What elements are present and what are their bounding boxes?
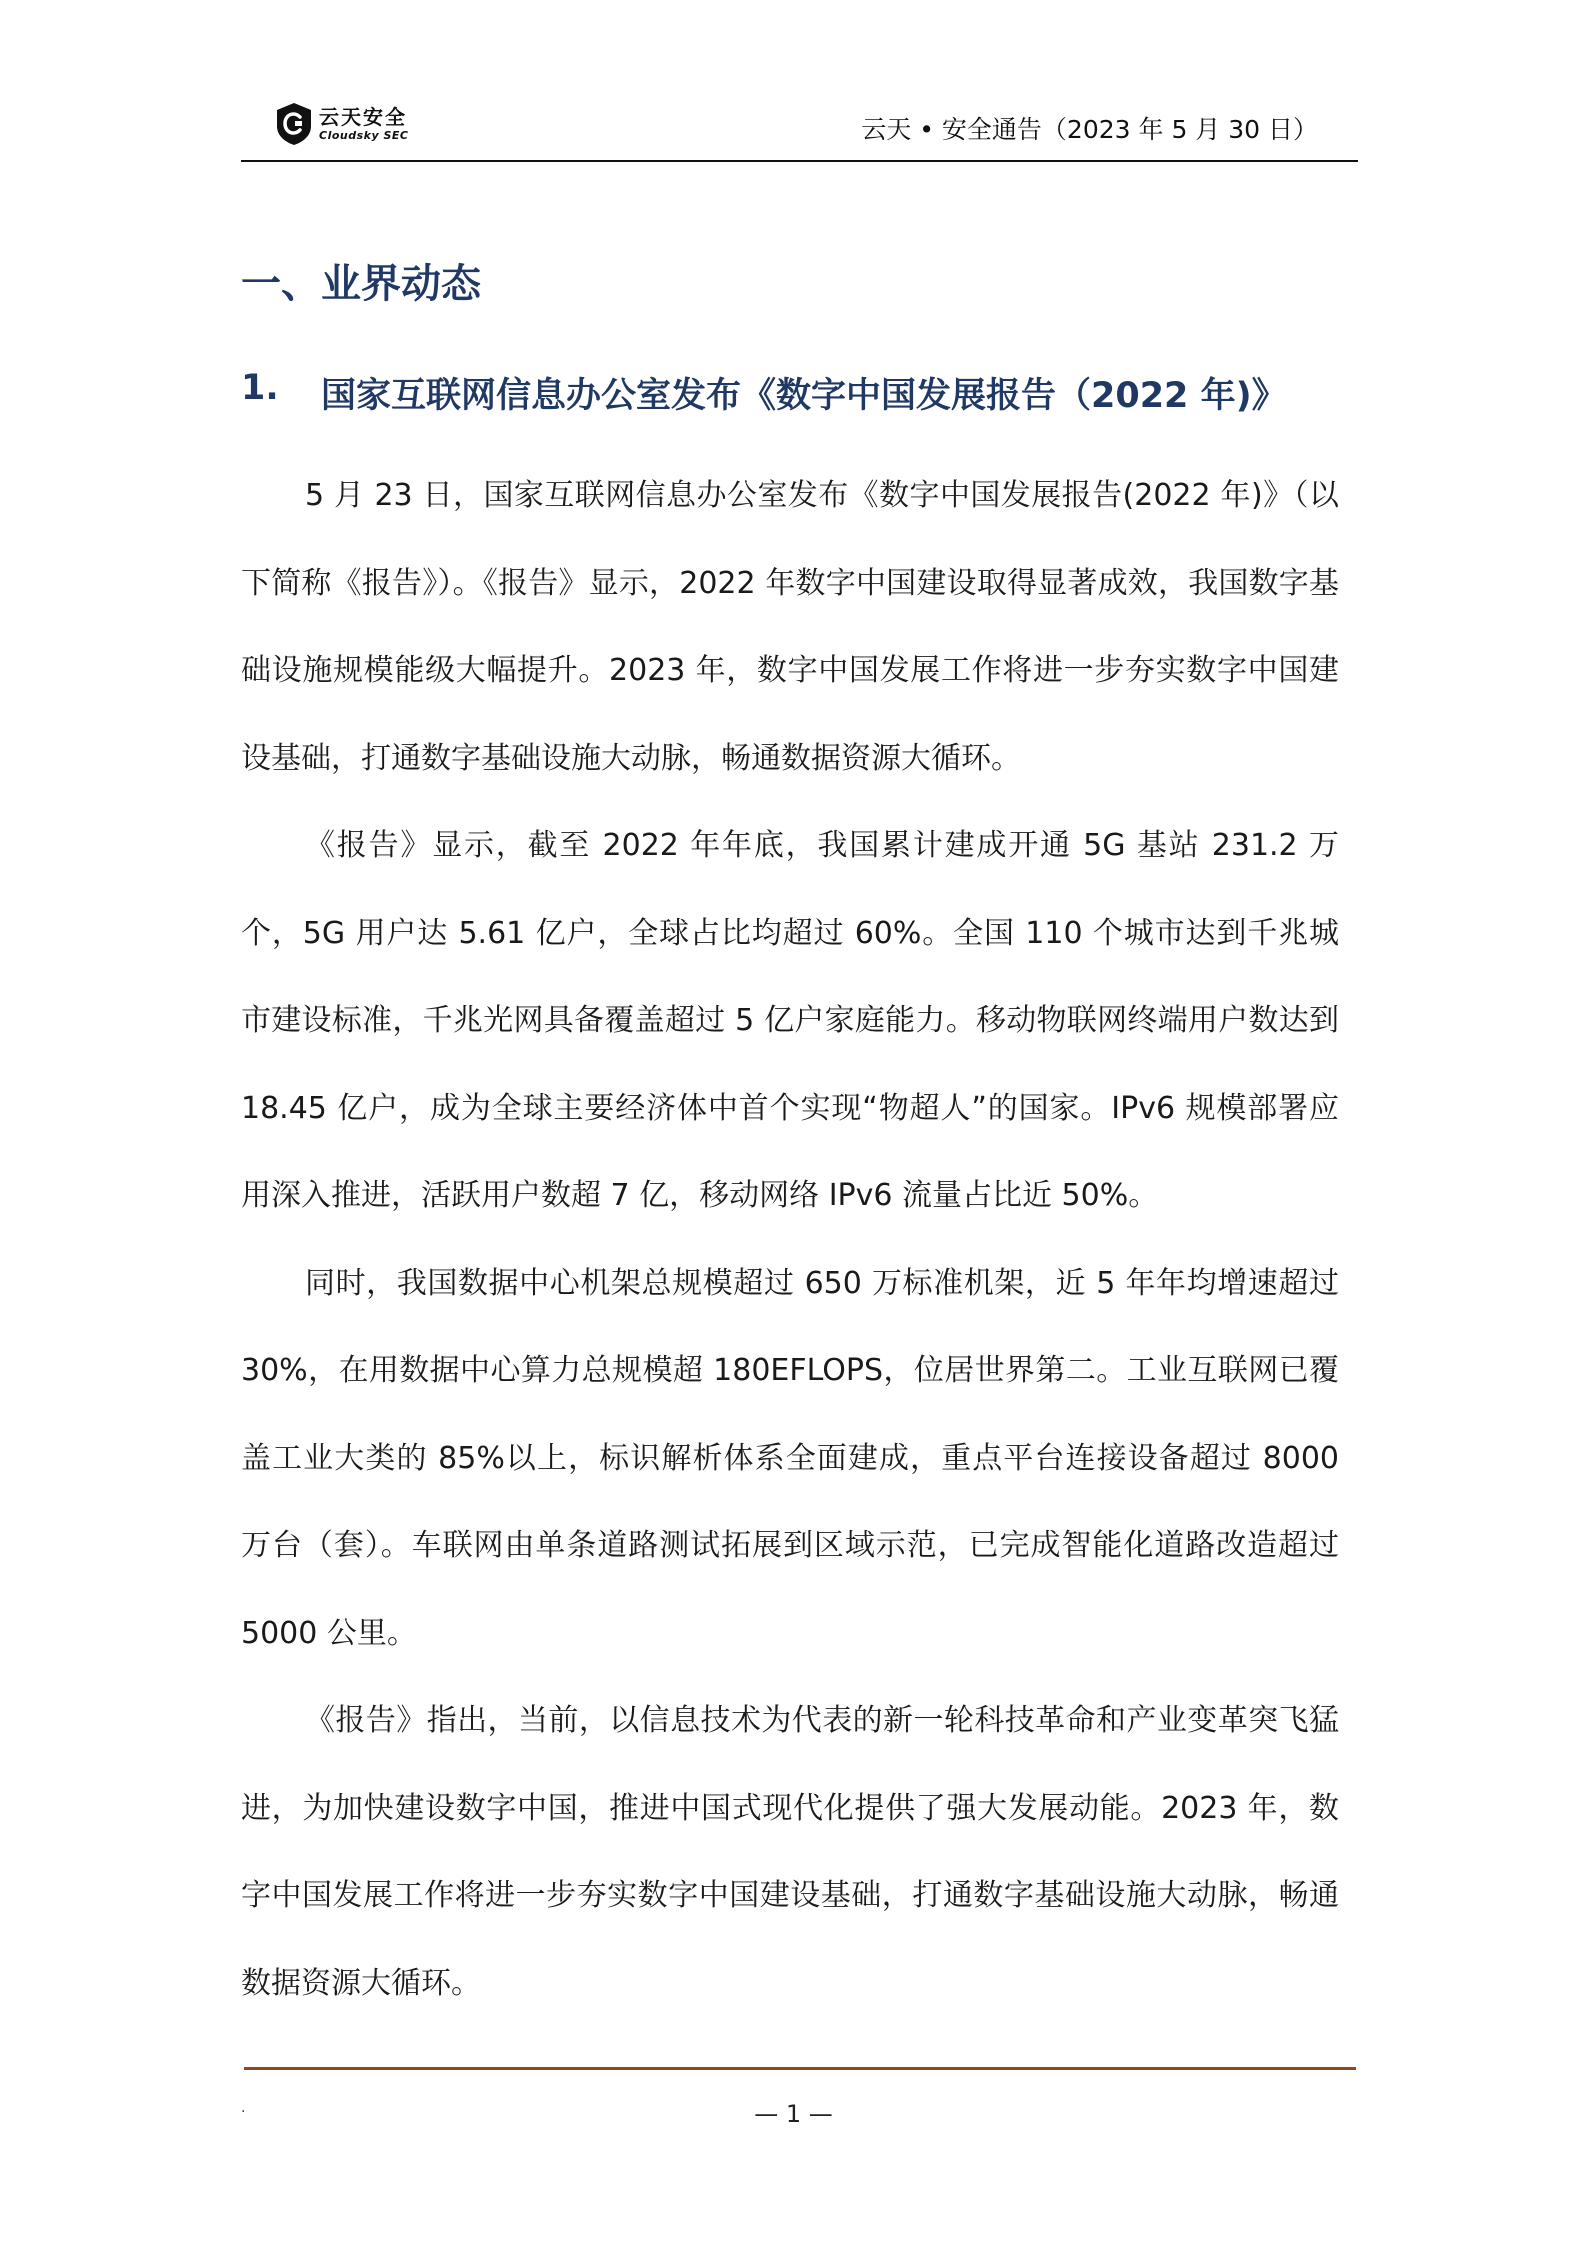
footer-dot: . <box>241 2100 246 2116</box>
footer-divider <box>244 2067 1356 2070</box>
paragraph: 《报告》显示，截至 2022 年年底，我国累计建成开通 5G 基站 231.2 万个，5G 用户达 5.61 亿户，全球占比均超过 60%。全国 110 个城市达到千兆城市建设标准，千兆光网具备覆盖超过 5 亿户家庭能力。移动物联网终端用户数达到 18.45 亿户，成为全球主要经济体中首个实现“物超人”的国家。IPv6 规模部署应用深入推进，活跃用户数超 7 亿，移动网络 IPv6 流量占比近 50%。 <box>241 828 1339 1213</box>
cloudsky-logo <box>275 100 408 148</box>
paragraph: 5 月 23 日，国家互联网信息办公室发布《数字中国发展报告(2022 年)》（以下简称《报告》）。《报告》显示，2022 年数字中国建设取得显著成效，我国数字基础设施规模能级大幅提升。2023 年，数字中国发展工作将进一步夯实数字中国建设基础，打通数字基础设施大动脉，畅通数据资源大循环。 <box>241 478 1339 776</box>
article-title: 国家互联网信息办公室发布《数字中国发展报告（2022 年)》 <box>321 376 1287 416</box>
article-body <box>241 452 1339 2027</box>
bulletin-date: 云天 • 安全通告（2023 年 5 月 30 日） <box>861 115 1318 144</box>
article-number: 1. <box>241 368 279 408</box>
article-heading <box>241 368 1358 418</box>
paragraph: 《报告》指出，当前，以信息技术为代表的新一轮科技革命和产业变革突飞猛进，为加快建设数字中国，推进中国式现代化提供了强大发展动能。2023 年，数字中国发展工作将进一步夯实数字中国建设基础，打通数字基础设施大动脉，畅通数据资源大循环。 <box>241 1703 1339 2001</box>
section-heading: 一、业界动态 <box>241 261 481 307</box>
page-number: — 1 — <box>754 2100 833 2128</box>
cloudsky-shield-icon <box>275 102 313 146</box>
logo-chinese-text: 云天安全 <box>319 105 407 129</box>
page-header <box>241 96 1358 160</box>
header-divider <box>241 160 1358 162</box>
logo-english-text: Cloudsky SEC <box>319 129 409 142</box>
paragraph: 同时，我国数据中心机架总规模超过 650 万标准机架，近 5 年年均增速超过 30%，在用数据中心算力总规模超 180EFLOPS，位居世界第二。工业互联网已覆盖工业大类的 85%以上，标识解析体系全面建成，重点平台连接设备超过 8000 万台（套）。车联网由单条道路测试拓展到区域示范，已完成智能化道路改造超过 5000 公里。 <box>241 1265 1339 1651</box>
